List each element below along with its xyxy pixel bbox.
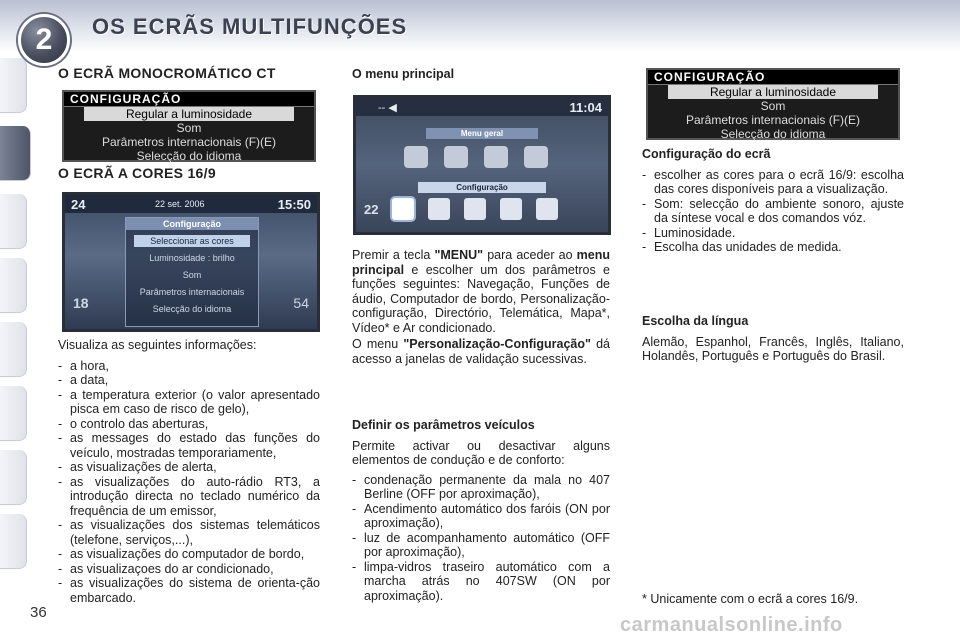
menu-screen-selected: Configuração	[418, 182, 546, 193]
settings-icon	[392, 198, 414, 220]
list-item: - as visualizações de alerta,	[58, 460, 320, 475]
main-menu-screen-image	[353, 95, 611, 235]
main-menu-para-1	[352, 248, 610, 335]
color-screen-option: Selecção do idioma	[152, 304, 232, 314]
color-screen-side-left: 18	[73, 295, 89, 311]
mono-screen-item: Selecção do idioma	[720, 127, 826, 141]
list-item: - luz de acompanhamento automático (OFF por aproximação),	[352, 531, 610, 560]
chapter-tab-active[interactable]	[0, 126, 31, 181]
main-menu-bold: menu principal	[352, 248, 610, 277]
list-item: - as visualizações do sistema de orienta-ção embarcado.	[58, 576, 320, 605]
navigation-icon	[404, 146, 428, 168]
list-item: - limpa-vidros traseiro automático com a marcha atrás no 407SW (ON por aproximação).	[352, 560, 610, 604]
text-span: Premir a tecla	[352, 248, 435, 262]
page-title: OS ECRÃS MULTIFUNÇÕES	[92, 14, 408, 39]
mono-screen-item: Parâmetros internacionais (F)(E)	[101, 135, 277, 149]
menu-key-label: "MENU"	[434, 248, 484, 262]
chapter-tab[interactable]	[0, 322, 27, 377]
chapter-tab[interactable]	[0, 450, 27, 505]
text-span: O menu	[352, 337, 404, 351]
page-number: 36	[30, 604, 47, 621]
list-item: - Escolha das unidades de medida.	[642, 240, 904, 255]
menu-screen-top-left: -- ◀	[378, 102, 397, 114]
list-item: - a data,	[58, 373, 320, 388]
color-screen-title: O ECRÃ A CORES 16/9	[58, 165, 216, 181]
config-block	[642, 147, 904, 255]
chapter-tab[interactable]	[0, 386, 27, 441]
mono-screen-header: CONFIGURAÇÃO	[648, 70, 898, 85]
language-text: Alemão, Espanhol, Francês, Inglês, Italiano, Holandês, Português e Português do Brasil.	[642, 334, 904, 363]
mono-screen-title: O ECRÃ MONOCROMÁTICO CT	[58, 65, 276, 81]
footnote	[642, 592, 904, 607]
audio-icon	[444, 146, 468, 168]
menu-screen-bottom-icons	[392, 198, 572, 224]
list-item: - as visualizações dos sistemas telemáticos (telefone, serviços,...),	[58, 518, 320, 547]
vehicle-params-block	[352, 418, 610, 603]
vehicle-params-intro: Permite activar ou desactivar alguns elementos de condução e de conforto:	[352, 438, 610, 467]
color-screen-option: Parâmetros internacionais	[139, 287, 245, 297]
list-item: - escolher as cores para o ecrã 16/9: escolha das cores disponíveis para a visualização.	[642, 168, 904, 197]
directory-icon	[524, 146, 548, 168]
menu-screen-side-left: 22	[364, 202, 379, 217]
list-item: - as messages do estado das funções do veículo, mostradas temporariamente,	[58, 431, 320, 460]
list-item: - as visualizações do computador de bordo,	[58, 547, 320, 562]
mono-screen-image-right	[646, 68, 900, 140]
main-menu-text	[352, 248, 610, 366]
color-screen-left-value: 24	[71, 197, 86, 212]
color-screen-time: 15:50	[277, 197, 311, 212]
phone-icon	[428, 198, 450, 220]
list-item: - as visualizaçoes do ar condicionado,	[58, 562, 320, 577]
map-icon	[464, 198, 486, 220]
list-item: - o controlo das aberturas,	[58, 417, 320, 432]
config-list	[642, 168, 904, 255]
list-item: - as visualizações do auto-rádio RT3, a introdução directa no teclado numérico da frequência de um emissor,	[58, 475, 320, 519]
mono-screen-item: Parâmetros internacionais (F)(E)	[685, 113, 861, 127]
left-intro: Visualiza as seguintes informações:	[58, 338, 257, 352]
list-item: - Som: selecção do ambiente sonoro, ajuste da síntese vocal e dos comandos vóz.	[642, 197, 904, 226]
list-item: - a temperatura exterior (o valor apresentado pisca em caso de risco de gelo),	[58, 388, 320, 417]
watermark: carmanualsonline.info	[620, 614, 843, 636]
color-screen-menu-title: Configuração	[126, 218, 258, 230]
chapter-tab[interactable]	[0, 514, 27, 569]
language-title: Escolha da língua	[642, 314, 749, 328]
text-span: para aceder ao	[483, 248, 577, 262]
color-screen-option: Som	[182, 270, 202, 280]
text-span: e escolher um dos parâmetros e funções seguintes: Navegação, Funções de áudio, Computador de bordo, Personalização-configuração, Directório, Telemática, Mapa*, Vídeo* e Ar condicionado.	[352, 262, 610, 335]
menu-screen-icon-row	[404, 146, 564, 176]
menu-screen-title: Menu geral	[426, 128, 538, 139]
color-screen-menu	[125, 217, 259, 327]
left-info-block	[58, 338, 320, 605]
mono-screen-item: Regular a luminosidade	[668, 85, 878, 99]
mono-screen-item: Som	[760, 99, 786, 113]
config-title: Configuração do ecrã	[642, 147, 771, 161]
chapter-tab[interactable]	[0, 58, 27, 113]
list-item: - a hora,	[58, 359, 320, 374]
mono-screen-item: Regular a luminosidade	[84, 107, 294, 121]
color-screen-date: 22 set. 2006	[155, 199, 205, 209]
mono-screen-item: Som	[176, 121, 202, 135]
color-screen-option: Seleccionar as cores	[134, 235, 250, 247]
list-item: - Luminosidade.	[642, 226, 904, 241]
color-screen-image	[62, 192, 320, 332]
language-block	[642, 314, 904, 364]
mono-screen-header: CONFIGURAÇÃO	[64, 92, 314, 107]
footnote-text: * Unicamente com o ecrã a cores 16/9.	[642, 592, 859, 606]
chapter-tab[interactable]	[0, 258, 27, 313]
list-item: - Acendimento automático dos faróis (ON por aproximação),	[352, 502, 610, 531]
list-item: - condenação permanente da mala no 407 Berline (OFF por aproximação),	[352, 473, 610, 502]
chapter-badge: 2	[18, 14, 70, 66]
menu-screen-time: 11:04	[569, 100, 602, 115]
video-icon	[500, 198, 522, 220]
mono-screen-image	[62, 90, 316, 162]
main-menu-title: O menu principal	[352, 67, 455, 81]
climate-icon	[536, 198, 558, 220]
color-screen-option: Luminosidade : brilho	[149, 253, 235, 263]
text-span: dá acesso a janelas de validação sucessivas.	[352, 337, 610, 366]
vehicle-params-list	[352, 473, 610, 604]
trip-computer-icon	[484, 146, 508, 168]
left-info-list	[58, 359, 320, 606]
personalization-label: "Personalização-Configuração"	[403, 337, 591, 351]
color-screen-side-right: 54	[293, 295, 309, 311]
chapter-tab[interactable]	[0, 194, 27, 249]
main-menu-para-2	[352, 337, 610, 366]
mono-screen-item: Selecção do idioma	[136, 149, 242, 163]
vehicle-params-title: Definir os parâmetros veículos	[352, 418, 535, 432]
chapter-tab-strip	[0, 58, 30, 578]
